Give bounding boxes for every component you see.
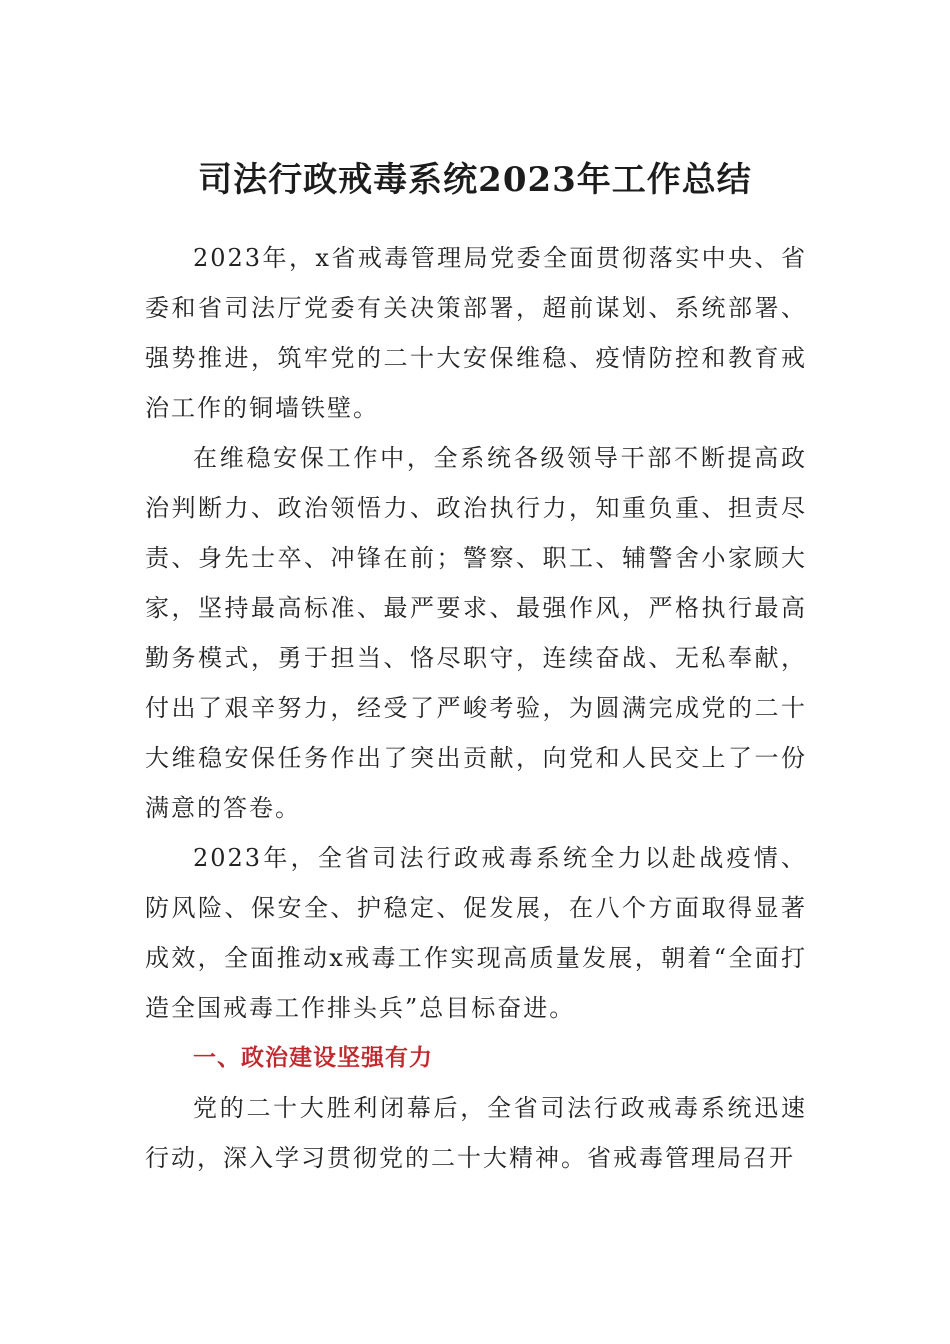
document-title: 司法行政戒毒系统2023年工作总结 xyxy=(198,160,752,200)
paragraph-achievements: 2023年，全省司法行政戒毒系统全力以赴战疫情、防风险、保安全、护稳定、促发展，在八个方面取得显著成效，全面推动x戒毒工作实现高质量发展，朝着“全面打造全国戒毒工作排头兵”总目标奋进。 xyxy=(145,844,807,1022)
document-body xyxy=(145,233,807,1183)
section-heading-political-construction: 一、政治建设坚强有力 xyxy=(193,1045,433,1071)
paragraph-section-1: 党的二十大胜利闭幕后，全省司法行政戒毒系统迅速行动，深入学习贯彻党的二十大精神。省戒毒管理局召开 xyxy=(145,1094,807,1172)
paragraph-intro: 2023年，x省戒毒管理局党委全面贯彻落实中央、省委和省司法厅党委有关决策部署，超前谋划、系统部署、强势推进，筑牢党的二十大安保维稳、疫情防控和教育戒治工作的铜墙铁壁。 xyxy=(145,244,807,422)
paragraph-security-work: 在维稳安保工作中，全系统各级领导干部不断提高政治判断力、政治领悟力、政治执行力，知重负重、担责尽责、身先士卒、冲锋在前；警察、职工、辅警舍小家顾大家，坚持最高标准、最严要求、最强作风，严格执行最高勤务模式，勇于担当、恪尽职守，连续奋战、无私奉献，付出了艰辛努力，经受了严峻考验，为圆满完成党的二十大维稳安保任务作出了突出贡献，向党和人民交上了一份满意的答卷。 xyxy=(145,444,807,822)
